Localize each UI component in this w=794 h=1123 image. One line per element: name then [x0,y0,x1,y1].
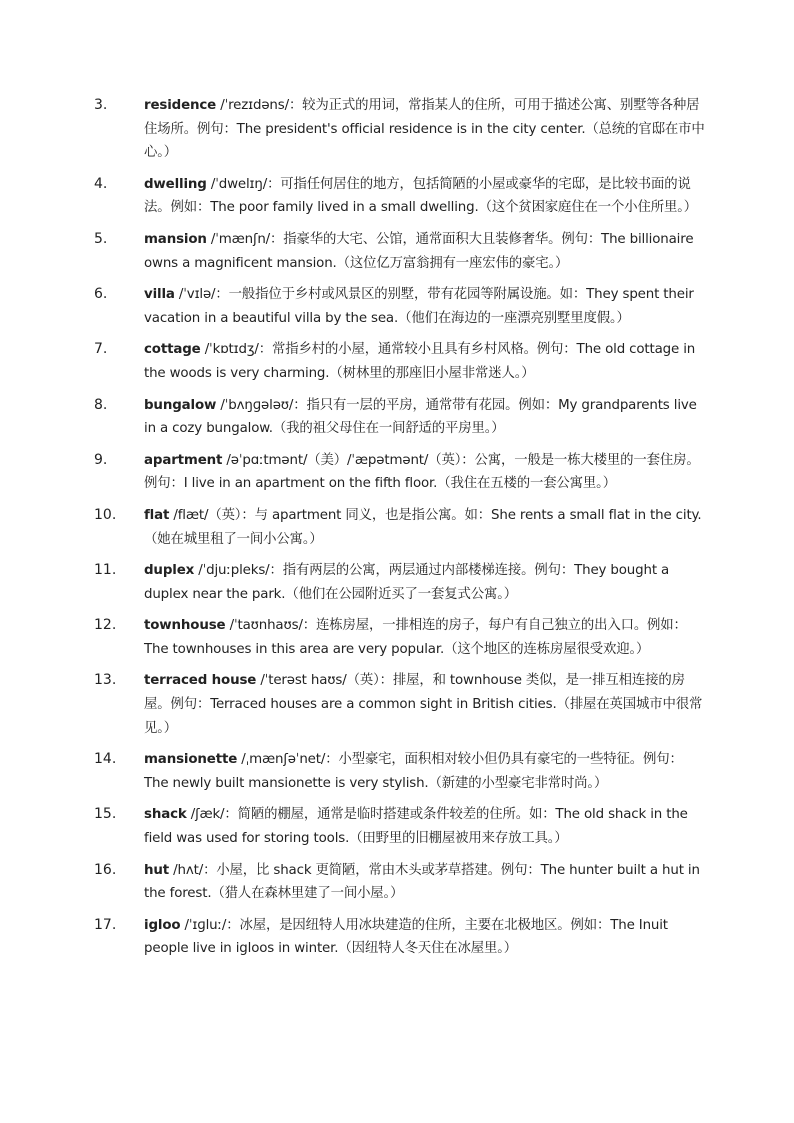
headword: residence [144,98,217,113]
headword: igloo [144,917,181,933]
item-number: 8. [94,396,108,413]
item-number: 16. [94,861,117,878]
list-item [94,394,706,441]
item-text [144,94,706,165]
headword: cottage [144,342,201,358]
headword: villa [144,287,175,303]
list-item [94,94,706,165]
item-text [144,748,706,795]
item-text [144,559,706,606]
item-number: 7. [94,341,108,358]
item-number: 5. [94,230,108,247]
headword: apartment [144,452,223,468]
list-item [94,559,706,606]
headword: townhouse [144,618,226,634]
headword: duplex [144,563,195,579]
item-text [144,803,706,850]
definition: /ˈterəst haʊs/（英）：排屋，和 townhouse 类似，是一排互相连接的房屋。例句：Terraced houses are a common sight in British cities.（排屋在英国城市中很常见。） [144,673,703,736]
definition: /ˈvɪlə/：一般指位于乡村或风景区的别墅，带有花园等附属设施。如：They spent their vacation in a beautiful villa by the sea.（他们在海边的一座漂亮别墅里度假。） [144,287,694,326]
definition: /ˈrezɪdəns/：较为正式的用词，常指某人的住所，可用于描述公寓、别墅等各种居住场所。例句：The president's official residence is in the city center.（总统的官邸在市中心。） [144,98,705,161]
list-item [94,669,706,740]
item-text [144,449,706,496]
item-number: 9. [94,451,108,468]
list-item [94,504,706,551]
list-item [94,173,706,220]
definition: /flæt/（英）：与 apartment 同义，也是指公寓。如：She rents a small flat in the city.（她在城里租了一间小公寓。） [144,507,702,547]
definition: /hʌt/：小屋，比 shack 更简陋，常由木头或茅草搭建。例句：The hunter built a hut in the forest.（猎人在森林里建了一间小屋。） [144,862,700,902]
item-number: 14. [94,751,117,768]
item-number: 11. [94,562,117,579]
list-item [94,914,706,961]
item-text [144,283,706,330]
headword: dwelling [144,176,207,192]
item-text [144,228,706,275]
item-number: 13. [94,672,117,689]
definition: /əˈpɑːtmənt/（美）/ˈæpətmənt/（英）：公寓，一般是一栋大楼里的一套住房。例句：I live in an apartment on the fifth floor.（我住在五楼的一套公寓里。） [144,452,700,492]
definition: /ˈkɒtɪdʒ/：常指乡村的小屋，通常较小且具有乡村风格。例句：The old cottage in the woods is very charming.（树林里的那座旧小屋非常迷人。） [144,342,696,381]
item-number: 3. [94,97,108,113]
item-text [144,394,706,441]
item-number: 6. [94,286,108,303]
list-item [94,283,706,330]
definition: /ˈdwelɪŋ/：可指任何居住的地方，包括简陋的小屋或豪华的宅邸，是比较书面的说法。例如：The poor family lived in a small dwelling.（这个贫困家庭住在一个小住所里。） [144,176,697,216]
definition: /ˈɪɡluː/：冰屋，是因纽特人用冰块建造的住所，主要在北极地区。例如：The Inuit people live in igloos in winter.（因纽特人冬天住在冰屋里。） [144,917,668,957]
item-number: 12. [94,617,117,634]
headword: mansionette [144,752,238,768]
headword: shack [144,807,187,823]
list-item [94,859,706,906]
list-item [94,803,706,850]
item-text [144,669,706,740]
item-text [144,338,706,385]
headword: mansion [144,231,207,247]
item-text [144,173,706,220]
item-text [144,914,706,961]
definition: /ˈbʌŋɡələʊ/：指只有一层的平房，通常带有花园。例如：My grandparents live in a cozy bungalow.（我的祖父母住在一间舒适的平房里。） [144,397,697,437]
list-item [94,338,706,385]
headword: flat [144,507,170,523]
definition: /ˈmænʃn/：指豪华的大宅、公馆，通常面积大且装修奢华。例句：The billionaire owns a magnificent mansion.（这位亿万富翁拥有一座宏伟的豪宅。） [144,231,694,271]
item-number: 17. [94,916,117,933]
definition: /ˈtaʊnhaʊs/：连栋房屋，一排相连的房子，每户有自己独立的出入口。例如：The townhouses in this area are very popular.（这个地区的连栋房屋很受欢迎。） [144,618,687,657]
item-number: 15. [94,806,117,823]
list-item [94,228,706,275]
definition: /ˌmænʃəˈnet/：小型豪宅，面积相对较小但仍具有豪宅的一些特征。例句：The newly built mansionette is very stylish.（新建的小型豪宅非常时尚。） [144,752,683,791]
item-number: 10. [94,506,117,523]
list-item [94,748,706,795]
list-item [94,614,706,661]
headword: hut [144,862,170,878]
item-text [144,859,706,906]
headword: terraced house [144,673,257,689]
definition: /ˈdjuːpleks/：指有两层的公寓，两层通过内部楼梯连接。例句：They bought a duplex near the park.（他们在公园附近买了一套复式公寓。） [144,563,670,602]
item-text [144,614,706,661]
headword: bungalow [144,397,217,413]
definition: /ʃæk/：简陋的棚屋，通常是临时搭建或条件较差的住所。如：The old shack in the field was used for storing tools.（田野里的旧棚屋被用来存放工具。） [144,807,688,847]
list-item [94,449,706,496]
item-text [144,504,706,551]
item-number: 4. [94,175,108,192]
vocabulary-list [94,94,706,969]
